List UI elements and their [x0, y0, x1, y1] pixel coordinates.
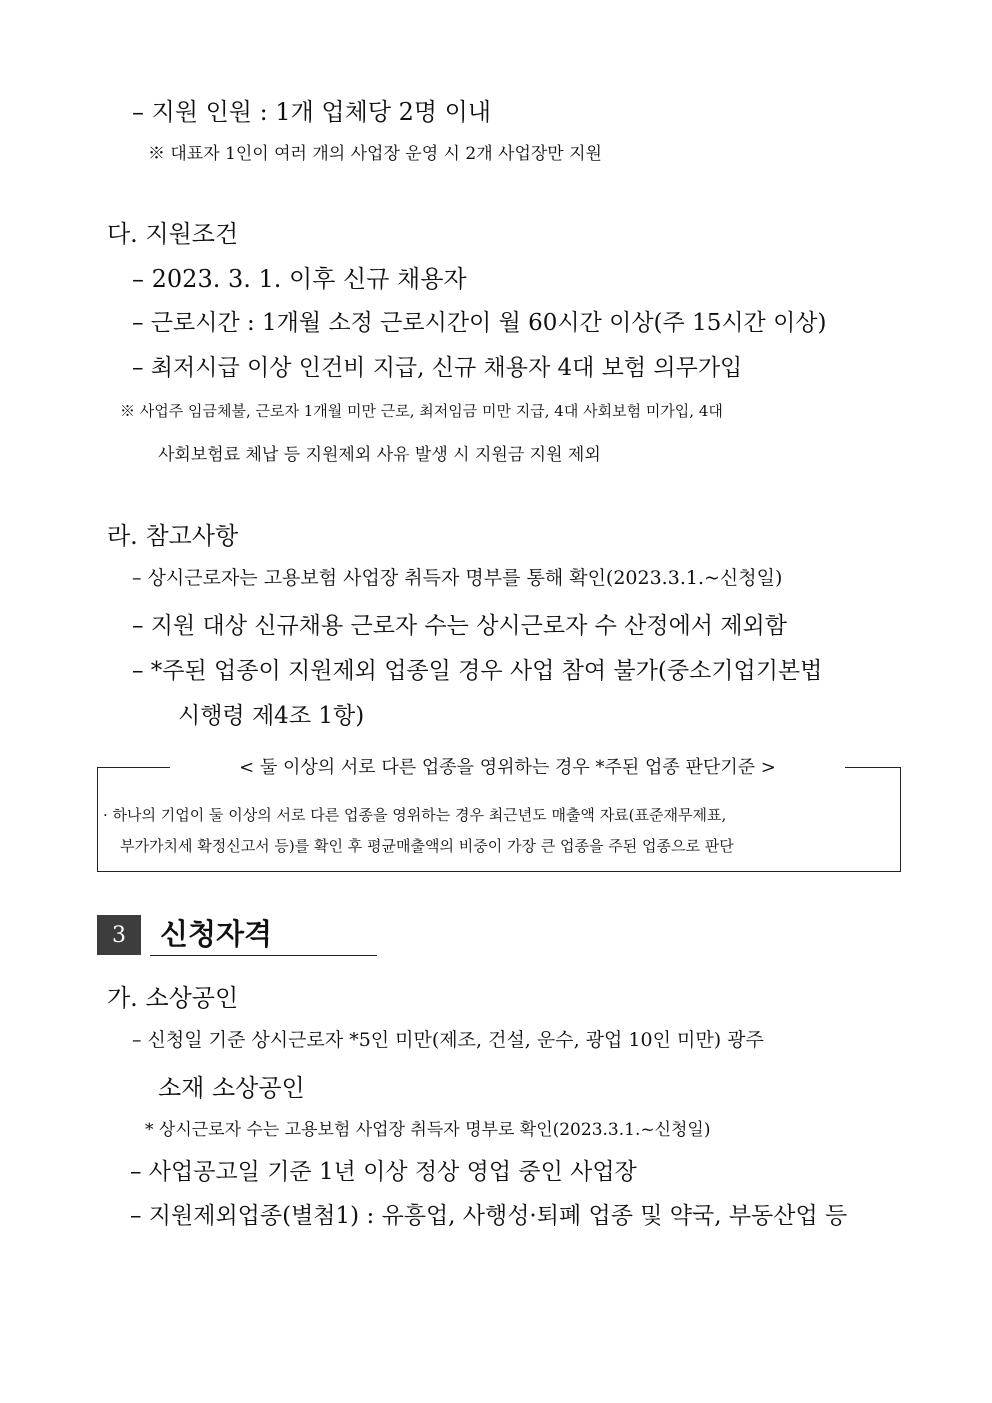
heading-reference: 라. 참고사항 — [107, 522, 239, 550]
ref-main-industry-line1: – *주된 업종이 지원제외 업종일 경우 사업 참여 불가(중소기업기본법 — [132, 658, 823, 684]
condition-working-hours: – 근로시간 : 1개월 소정 근로시간이 월 60시간 이상(주 15시간 이상) — [132, 310, 827, 336]
section-title-underline — [150, 955, 377, 956]
note-multiple-sites: ※ 대표자 1인이 여러 개의 사업장 운영 시 2개 사업장만 지원 — [148, 144, 602, 164]
note-worker-count: * 상시근로자 수는 고용보험 사업장 취득자 명부로 확인(2023.3.1.~신청일) — [145, 1120, 711, 1140]
eligibility-line1: – 신청일 기준 상시근로자 *5인 미만(제조, 건설, 운수, 광업 10인 미만) 광주 — [132, 1029, 764, 1051]
ref-regular-workers: – 상시근로자는 고용보험 사업장 취득자 명부를 통해 확인(2023.3.1.~신청일) — [132, 567, 783, 589]
eligibility-excluded-industries: – 지원제외업종(별첨1) : 유흥업, 사행성·퇴폐 업종 및 약국, 부동산업 등 — [130, 1203, 848, 1229]
eligibility-line2: 소재 소상공인 — [158, 1074, 305, 1102]
criteria-box-line2: 부가가치세 확정신고서 등)를 확인 후 평균매출액의 비중이 가장 큰 업종을 주된 업종으로 판단 — [120, 837, 734, 855]
support-headcount-line: – 지원 인원 : 1개 업체당 2명 이내 — [132, 98, 492, 126]
criteria-box-title: < 둘 이상의 서로 다른 업종을 영위하는 경우 *주된 업종 판단기준 > — [170, 753, 845, 779]
eligibility-business-period: – 사업공고일 기준 1년 이상 정상 영업 중인 사업장 — [130, 1159, 637, 1185]
heading-small-business: 가. 소상공인 — [107, 984, 239, 1012]
ref-new-hires-excluded: – 지원 대상 신규채용 근로자 수는 상시근로자 수 산정에서 제외함 — [132, 613, 787, 639]
ref-main-industry-line2: 시행령 제4조 1항) — [178, 703, 365, 729]
heading-support-conditions: 다. 지원조건 — [107, 220, 239, 248]
section-number-badge: 3 — [97, 915, 141, 955]
note-exclusion-line2: 사회보험료 체납 등 지원제외 사유 발생 시 지원금 지원 제외 — [158, 445, 601, 465]
note-exclusion-line1: ※ 사업주 임금체불, 근로자 1개월 미만 근로, 최저임금 미만 지급, 4대 사회보험 미가입, 4대 — [120, 402, 723, 420]
condition-hire-date: – 2023. 3. 1. 이후 신규 채용자 — [132, 265, 467, 293]
condition-minimum-wage: – 최저시급 이상 인건비 지급, 신규 채용자 4대 보험 의무가입 — [132, 355, 743, 381]
criteria-box-line1: · 하나의 기업이 둘 이상의 서로 다른 업종을 영위하는 경우 최근년도 매출액 자료(표준재무제표, — [103, 806, 727, 824]
section-title: 신청자격 — [160, 917, 273, 951]
